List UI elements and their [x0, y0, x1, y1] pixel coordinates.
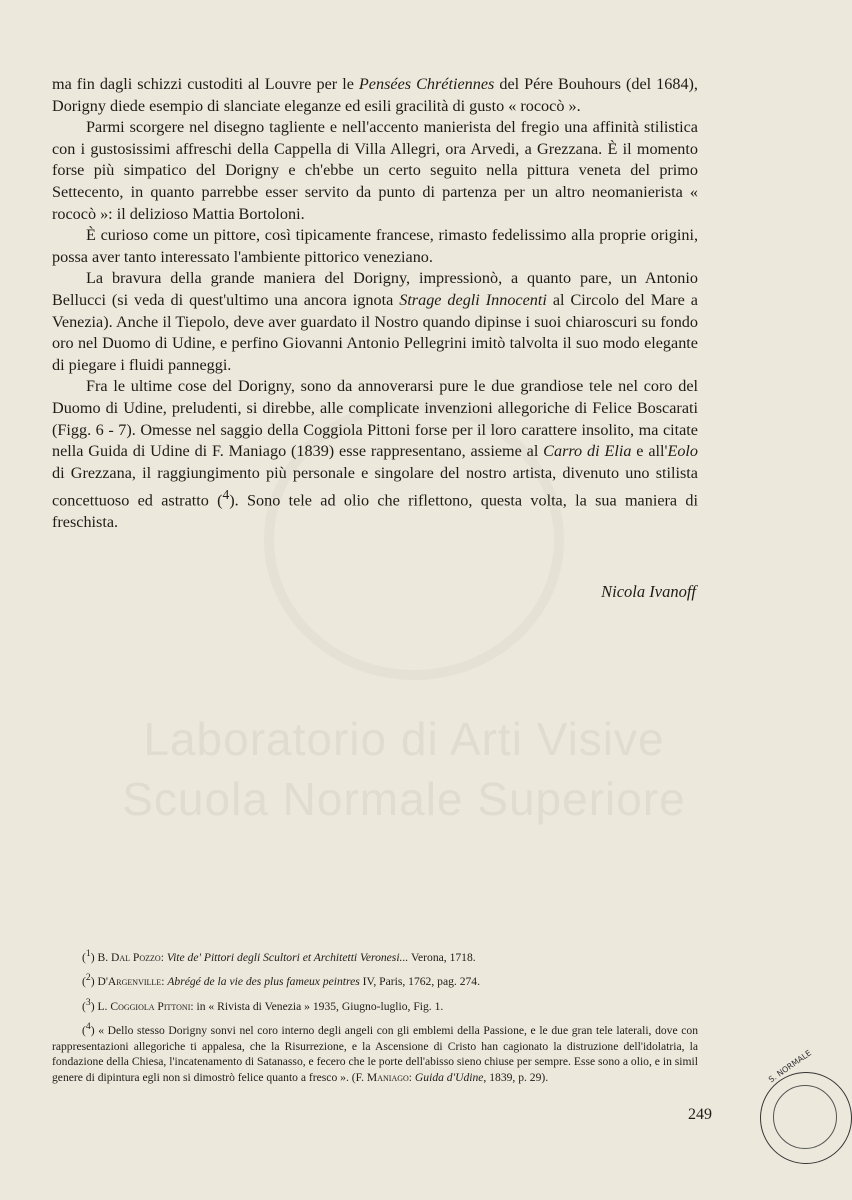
- author-signature: Nicola Ivanoff: [601, 582, 696, 601]
- paragraph-1: ma fin dagli schizzi custoditi al Louvre per le Pensées Chrétiennes del Pére Bouhours (del 1684), Dorigny diede esempio di slanciate eleganze ed esili gracilità di gusto « rococò ».: [52, 75, 698, 115]
- library-stamp: [760, 1048, 852, 1164]
- page-number: 249: [688, 1106, 712, 1123]
- footnote-4: ($^4$) « Dello stesso Dorigny sonvi nel coro interno degli angeli con gli emblemi della Passione, e le due gran tele laterali, dove con rappresentazioni allegoriche ti appalesa, che la Risurrezione, e la Ascensione di Cristo han cagionato la distruzione dell'idolatria, la fondazione della Chiesa, l'incatenamento di Satanasso, e fecero che le porte dell'abisso sieno chiuse per sempre. Esse sono a olio, e in simil genere di dipintura egli non si dimostrò felice quanto a fresco ». (F. Maniago: Guida d'Udine, 1839, p. 29).: [52, 1021, 698, 1084]
- library-stamp-inner-ring: [773, 1085, 837, 1149]
- watermark-line-2: Scuola Normale Superiore: [122, 773, 686, 825]
- footnotes: [52, 946, 698, 1091]
- footnote-2: ($^2$) D'Argenville: Abrégé de la vie des plus fameux peintres IV, Paris, 1762, pag. 274.: [82, 972, 480, 989]
- watermark-line-1: Laboratorio di Arti Visive: [143, 713, 665, 765]
- footnote-3: ($^3$) L. Coggiola Pittoni: in « Rivista di Venezia » 1935, Giugno-luglio, Fig. 1.: [82, 996, 444, 1013]
- paragraph-3: È curioso come un pittore, così tipicamente francese, rimasto fedelissimo alla proprie origini, possa aver tanto interessato l'ambiente pittorico veneziano.: [52, 226, 698, 266]
- article-body: [52, 74, 698, 534]
- paragraph-2: Parmi scorgere nel disegno tagliente e nell'accento manierista del fregio una affinità stilistica con i gustosissimi affreschi della Cappella di Villa Allegri, ora Arvedi, a Grezzana. È il momento forse più simpatico del Dorigny e ch'ebbe un certo seguito nella pittura veneta del primo Settecento, in quanto parrebbe esser servito da punto di partenza per un altro neomanierista « rococò »: il delizioso Mattia Bortoloni.: [52, 118, 698, 223]
- library-stamp-text: S. NORMALE: [767, 1048, 814, 1085]
- footnote-1: ($^1$) B. Dal Pozzo: Vite de' Pittori degli Scultori et Architetti Veronesi... Verona, 1718.: [82, 948, 476, 964]
- paragraph-5: Fra le ultime cose del Dorigny, sono da annoverarsi pure le due grandiose tele nel coro del Duomo di Udine, preludenti, si direbbe, alle complicate invenzioni allegoriche di Felice Boscarati (Figg. 6 - 7). Omesse nel saggio della Coggiola Pittoni forse per il loro carattere insolito, ma citate nella Guida di Udine di F. Maniago (1839) esse rappresentano, assieme al Carro di Elia e all'Eolo di Grezzana, il raggiungimento più personale e singolare del nostro artista, divenuto uno stilista concettuoso ed astratto ($^4$). Sono tele ad olio che riflettono, questa volta, la sua maniera di freschista.: [52, 377, 699, 532]
- paragraph-4: La bravura della grande maniera del Dorigny, impressionò, a quanto pare, un Antonio Bellucci (si veda di quest'ultimo una ancora ignota Strage degli Innocenti al Circolo del Mare a Venezia). Anche il Tiepolo, deve aver guardato il Nostro quando dipinse i suoi chiaroscuri su fondo oro nel Duomo di Udine, e perfino Giovanni Antonio Pellegrini imitò talvolta il suo modo elegante di piegare i fluidi panneggi.: [52, 269, 698, 374]
